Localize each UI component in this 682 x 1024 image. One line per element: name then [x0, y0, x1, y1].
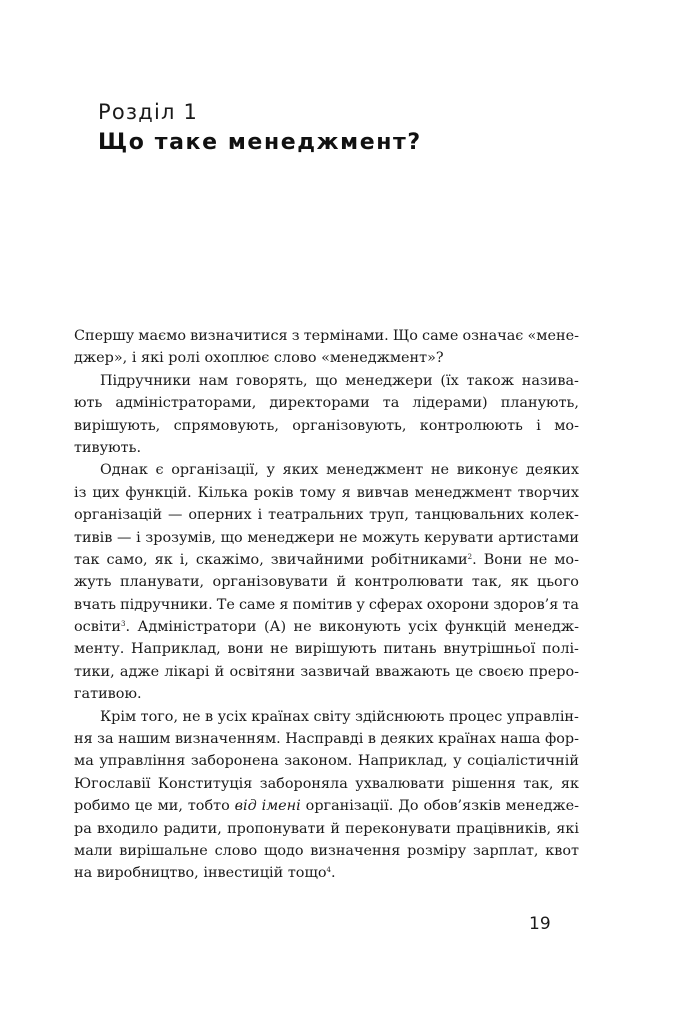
text-line: ма управління заборонена законом. Наприклад, у соціалістичній — [74, 753, 579, 770]
text-line: вчать підручники. Те саме я помітив у сферах охорони здоров’я та — [74, 596, 579, 613]
chapter-label: Розділ 1 — [98, 100, 199, 124]
text-line: робимо це ми, тобто від імені організації. До обов’язків менедже- — [74, 798, 579, 815]
text-line: так само, як і, скажімо, звичайними робітниками$^2$. Вони не мо- — [74, 551, 579, 568]
text-line: гативою. — [74, 686, 142, 703]
text-line: із цих функцій. Кілька років тому я вивчав менеджмент творчих — [74, 484, 579, 501]
text-line: Однак є організації, у яких менеджмент не виконує деяких — [100, 462, 579, 479]
text-line: тивів — і зрозумів, що менеджери не можуть керувати артистами — [74, 529, 579, 546]
chapter-title: Що таке менеджмент? — [98, 130, 422, 155]
paragraph — [74, 325, 579, 370]
text-line: ня за нашим визначенням. Насправді в деяких країнах наша фор- — [74, 731, 579, 748]
text-line: мали вирішальне слово щодо визначення розміру зарплат, квот — [74, 842, 579, 859]
text-line: тики, адже лікарі й освітяни зазвичай вважають це своєю преро- — [74, 663, 579, 680]
text-line: тивують. — [74, 439, 142, 456]
text-line: Крім того, не в усіх країнах світу здійснюють процес управлін- — [100, 708, 579, 725]
page-number: 19 — [529, 914, 551, 934]
text-line: Спершу маємо визначитися з термінами. Що саме означає «мене- — [74, 328, 579, 344]
paragraph — [74, 706, 579, 885]
text-line: джер», і які ролі охоплює слово «менеджмент»? — [74, 350, 444, 367]
text-line: на виробництво, інвестицій тощо$^4$. — [74, 865, 336, 882]
text-line: Підручники нам говорять, що менеджери (їх також назива- — [100, 372, 579, 389]
body-text — [74, 325, 579, 885]
text-line: жуть планувати, організовувати й контролювати так, як цього — [74, 574, 579, 591]
text-line: освіти$^3$. Адміністратори (А) не виконують усіх функцій менедж- — [74, 619, 579, 636]
text-line: організацій — оперних і театральних труп, танцювальних колек- — [74, 507, 579, 524]
text-line: ють адміністраторами, директорами та лідерами) планують, — [74, 395, 579, 412]
text-line: Югославії Конституція забороняла ухвалювати рішення так, як — [74, 775, 579, 792]
paragraph — [74, 370, 579, 460]
text-line: менту. Наприклад, вони не вирішують питань внутрішньої полі- — [74, 641, 579, 658]
text-line: ра входило радити, пропонувати й переконувати працівників, які — [74, 820, 579, 837]
paragraph — [74, 459, 579, 705]
text-line: вирішують, спрямовують, організовують, контролюють і мо- — [74, 417, 579, 434]
